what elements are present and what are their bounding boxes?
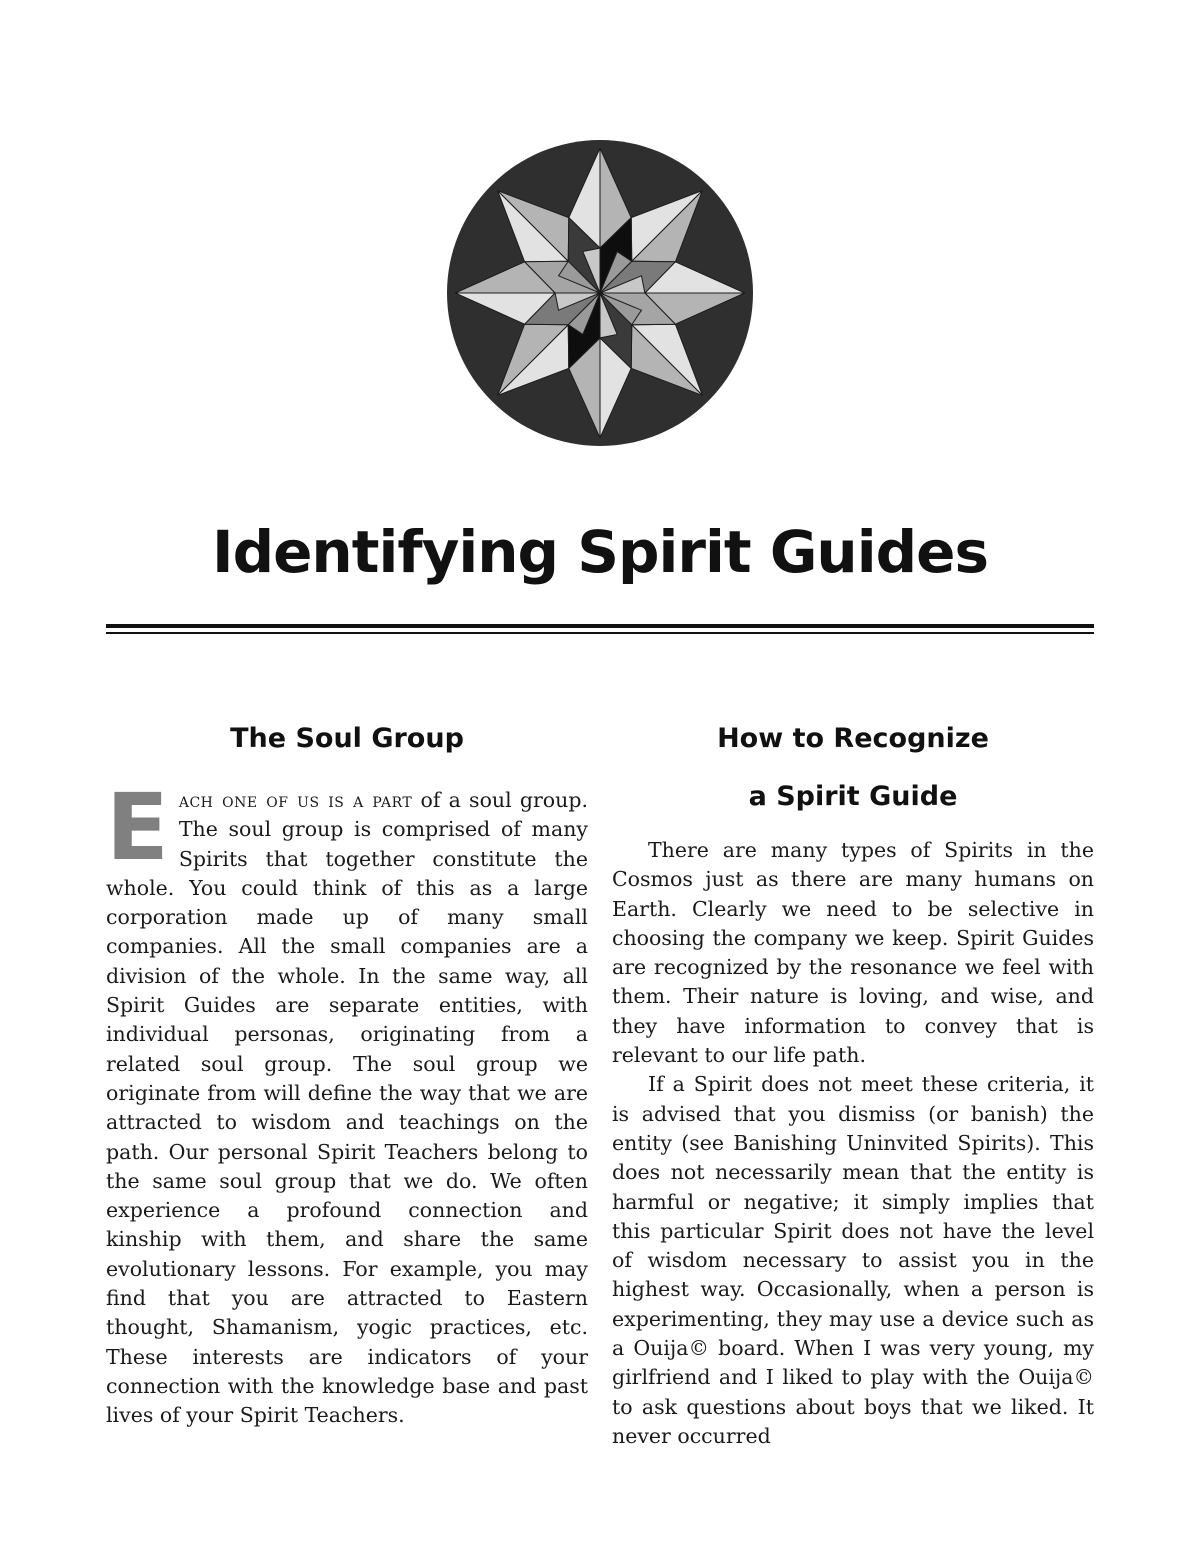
- soul-group-body: of a soul group. The soul group is comprised of many Spirits that together constitute the whole. You could think of this as a large corporation made up of many small companies. All the small companies are a division of the whole. In the same way, all Spirit Guides are separate entities, with individual personas, originating from a related soul group. The soul group we originate from will define the way that we are attracted to wisdom and teachings on the path. Our personal Spirit Teachers belong to the same soul group that we do. We often experience a profound connection and kinship with them, and share the same evolutionary lessons. For example, you may find that you are attracted to Eastern thought, Shamanism, yogic practices, etc. These interests are indicators of your connection with the knowledge base and past lives of your Spirit Teachers.: [106, 788, 588, 1428]
- title-rule-thin: [106, 632, 1094, 634]
- star-emblem-graphic: [447, 140, 753, 446]
- lead-in-smallcaps: ach one of us is a part: [178, 788, 413, 812]
- eight-pointed-star-icon: [447, 140, 753, 446]
- heading-line-2: a Spirit Guide: [748, 781, 958, 812]
- drop-cap-letter: E: [106, 774, 169, 881]
- recognize-paragraph-2: If a Spirit does not meet these criteria, it is advised that you dismiss (or banish) the entity (see Banishing Uninvited Spirits). This does not necessarily mean that the entity is harmful or negative; it simply implies that this particular Spirit does not have the level of wisdom necessary to assist you in the highest way. Occasionally, when a person is experimenting, they may use a device such as a Ouija© board. When I was very young, my girlfriend and I liked to play with the Ouija© to ask questions about boys that we liked. It never occurred: [612, 1072, 1094, 1448]
- page-title: Identifying Spirit Guides: [212, 518, 988, 586]
- right-column: [612, 700, 1094, 1451]
- recognize-paragraph-1: There are many types of Spirits in the Cosmos just as there are many humans on Earth. Clearly we need to be selective in choosing the company we keep. Spirit Guides are recognized by the resonance we feel with them. Their nature is loving, and wise, and they have information to convey that is relevant to our life path.: [612, 838, 1094, 1068]
- section-heading-soul-group: The Soul Group: [230, 723, 464, 754]
- left-column: [106, 700, 588, 1431]
- section-heading-recognize: [612, 710, 1094, 826]
- soul-group-paragraph: [106, 774, 588, 1431]
- heading-line-1: How to Recognize: [717, 723, 989, 754]
- title-rule-thick: [106, 624, 1094, 628]
